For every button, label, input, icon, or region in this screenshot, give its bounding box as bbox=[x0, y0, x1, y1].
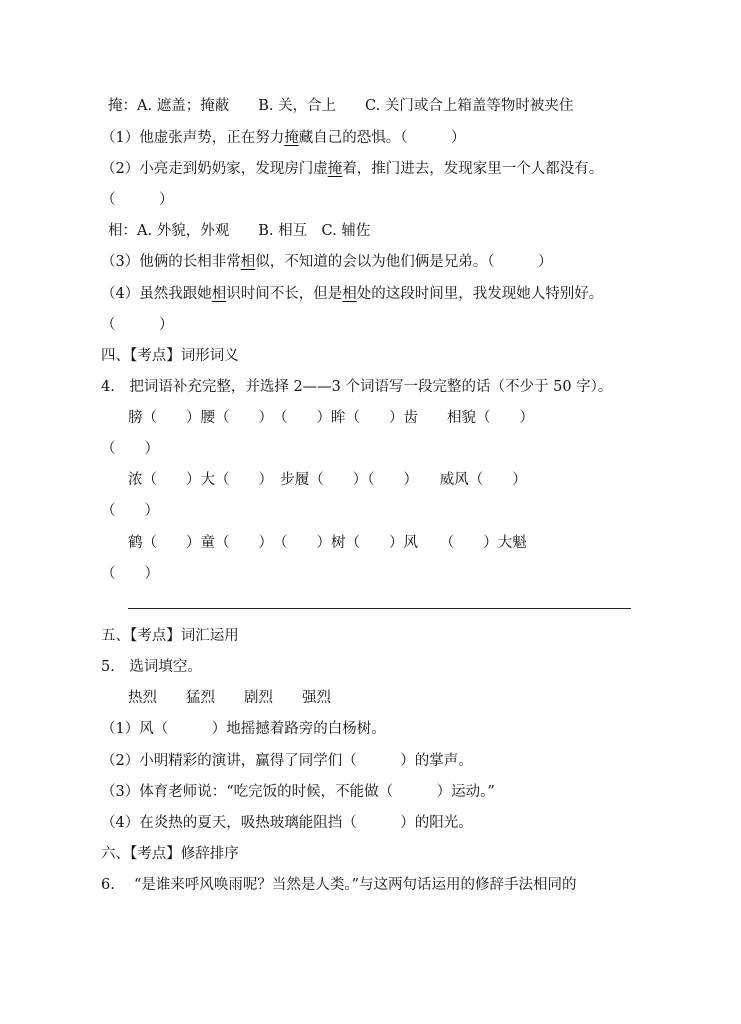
word-row-3-answer: （ ） bbox=[101, 566, 159, 582]
word-row-2: 浓（ ）大（ ） 步履（ ）（ ） 威风（ ） bbox=[128, 472, 527, 488]
yan-sentence-1: （1）他虚张声势，正在努力掩藏自己的恐惧。（ ） bbox=[101, 130, 466, 146]
writing-answer-line bbox=[128, 608, 631, 609]
xiang-definitions: 相：A. 外貌，外观 B. 相互 C. 辅佐 bbox=[108, 223, 371, 239]
xiang-sentence-3: （3）他俩的长相非常相似，不知道的会以为他们俩是兄弟。（ ） bbox=[101, 254, 553, 270]
fill-sentence-3: （3）体育老师说：“吃完饭的时候，不能做（ ）运动。” bbox=[101, 784, 495, 800]
word-row-3: 鹤（ ）童（ ） （ ）树（ ）风 （ ）大魁 bbox=[128, 535, 527, 551]
question-6: 6. “是谁来呼风唤雨呢？当然是人类。”与这两句话运用的修辞手法相同的 bbox=[101, 877, 577, 893]
word-row-2-answer: （ ） bbox=[101, 503, 159, 519]
question-4: 4. 把词语补充完整，并选择 2——3 个词语写一段完整的话（不少于 50 字）。 bbox=[101, 379, 613, 395]
xiang-sentence-4: （4）虽然我跟她相识时间不长，但是相处的这段时间里，我发现她人特别好。 bbox=[101, 286, 604, 302]
word-choices: 热烈 猛烈 剧烈 强烈 bbox=[128, 690, 331, 706]
word-row-1: 膀（ ）腰（ ） （ ）眸（ ）齿 相貌（ ） bbox=[128, 410, 534, 426]
yan-definitions: 掩：A. 遮盖；掩蔽 B. 关，合上 C. 关门或合上箱盖等物时被夹住 bbox=[108, 98, 574, 114]
fill-sentence-1: （1）风（ ）地摇撼着路旁的白杨树。 bbox=[101, 721, 386, 737]
fill-sentence-2: （2）小明精彩的演讲，赢得了同学们（ ）的掌声。 bbox=[101, 753, 473, 769]
question-5: 5. 选词填空。 bbox=[101, 659, 202, 675]
xiang-sentence-4-answer: （ ） bbox=[101, 317, 174, 333]
section-5-heading: 五、【考点】词汇运用 bbox=[101, 628, 239, 644]
section-6-heading: 六、【考点】修辞排序 bbox=[101, 846, 239, 862]
word-row-1-answer: （ ） bbox=[101, 441, 159, 457]
yan-sentence-2: （2）小亮走到奶奶家，发现房门虚掩着，推门进去，发现家里一个人都没有。 bbox=[101, 161, 604, 177]
fill-sentence-4: （4）在炎热的夏天，吸热玻璃能阻挡（ ）的阳光。 bbox=[101, 815, 473, 831]
section-4-heading: 四、【考点】词形词义 bbox=[101, 348, 239, 364]
yan-sentence-2-answer: （ ） bbox=[101, 192, 174, 208]
